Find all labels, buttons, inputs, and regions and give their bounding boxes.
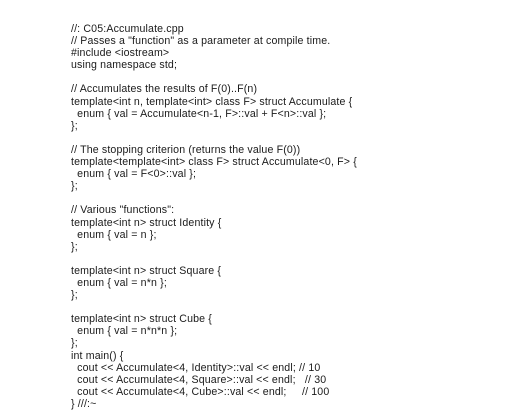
code-line-10 [71, 132, 357, 144]
code-line-1: //: C05:Accumulate.cpp [71, 23, 184, 35]
code-line-23: }; [71, 289, 78, 302]
code-line-22: enum { val = n*n }; [71, 276, 167, 289]
code-line-30: cout << Accumulate<4, Square>::val << endl; // 30 [71, 373, 327, 386]
code-line-27: }; [71, 337, 78, 350]
code-line-28: int main() { [71, 349, 124, 362]
code-line-8: enum { val = Accumulate<n-1, F>::val + F<n>::val }; [71, 107, 327, 120]
code-line-32: } ///:~ [71, 397, 97, 410]
code-line-15 [71, 192, 357, 204]
code-line-3: #include <iostream> [71, 47, 170, 60]
code-line-18: enum { val = n }; [71, 228, 157, 241]
code-line-20 [71, 253, 357, 265]
code-line-16: // Various "functions": [71, 204, 175, 217]
code-line-14: }; [71, 180, 78, 193]
code-line-21: template<int n> struct Square { [71, 264, 222, 277]
code-line-17: template<int n> struct Identity { [71, 216, 222, 229]
code-listing [71, 23, 357, 410]
code-line-7: template<int n, template<int> class F> struct Accumulate { [71, 95, 353, 108]
code-line-5 [71, 71, 357, 83]
code-line-31: cout << Accumulate<4, Cube>::val << endl; // 100 [71, 385, 330, 398]
code-line-9: }; [71, 119, 78, 132]
code-line-19: }; [71, 240, 78, 253]
code-line-2: // Passes a "function" as a parameter at compile time. [71, 35, 331, 48]
code-line-11: // The stopping criterion (returns the value F(0)) [71, 143, 301, 156]
code-line-4: using namespace std; [71, 59, 178, 72]
code-line-25: template<int n> struct Cube { [71, 313, 212, 326]
code-line-13: enum { val = F<0>::val }; [71, 168, 197, 181]
code-line-6: // Accumulates the results of F(0)..F(n) [71, 83, 258, 96]
code-line-12: template<template<int> class F> struct Accumulate<0, F> { [71, 156, 357, 169]
code-line-26: enum { val = n*n*n }; [71, 325, 178, 338]
code-line-24 [71, 301, 357, 313]
code-line-29: cout << Accumulate<4, Identity>::val << endl; // 10 [71, 361, 321, 374]
